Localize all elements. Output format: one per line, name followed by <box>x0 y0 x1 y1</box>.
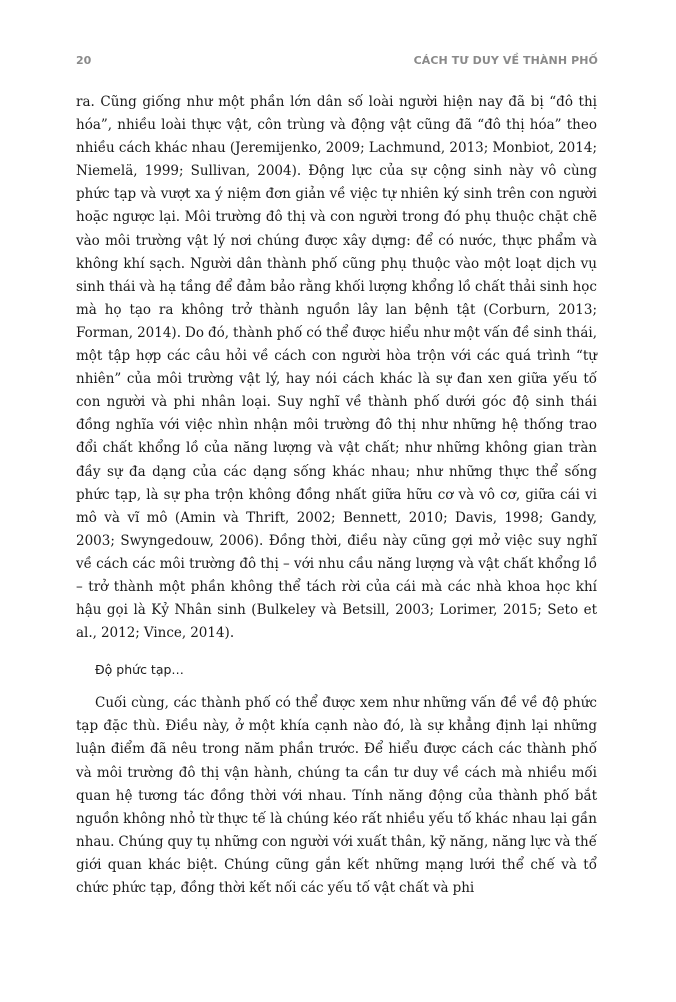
page-header <box>76 54 598 70</box>
paragraph-complexity: Cuối cùng, các thành phố có thể được xem như những vấn đề về độ phức tạp đặc thù. Điều này, ở một khía cạnh nào đó, là sự khẳng định lại những luận điểm đã nêu trong năm phần trước. Để hiểu được cách các thành phố và môi trường đô thị vận hành, chúng ta cần tư duy về cách mà nhiều mối quan hệ tương tác đồng thời với nhau. Tính năng động của thành phố bắt nguồn không nhỏ từ thực tế là chúng kéo rất nhiều yếu tố khác nhau lại gần nhau. Chúng quy tụ những con người với xuất thân, kỹ năng, năng lực và thế giới quan khác biệt. Chúng cũng gắn kết những mạng lưới thể chế và tổ chức phức tạp, đồng thời kết nối các yếu tố vật chất và phi <box>76 695 597 896</box>
paragraph-continued: ra. Cũng giống như một phần lớn dân số loài người hiện nay đã bị “đô thị hóa”, nhiều loài thực vật, côn trùng và động vật cũng đã “đô thị hóa” theo nhiều cách khác nhau (Jeremijenko, 2009; Lachmund, 2013; Monbiot, 2014; Niemelä, 1999; Sullivan, 2004). Động lực của sự cộng sinh này vô cùng phức tạp và vượt xa ý niệm đơn giản về việc tự nhiên ký sinh trên con người hoặc ngược lại. Môi trường đô thị và con người trong đó phụ thuộc chặt chẽ vào môi trường vật lý nơi chúng được xây dựng: để có nước, thực phẩm và không khí sạch. Người dân thành phố cũng phụ thuộc vào một loạt dịch vụ sinh thái và hạ tầng để đảm bảo rằng khối lượng khổng lồ chất thải sinh học mà họ tạo ra không trở thành nguồn lây lan bệnh tật (Corburn, 2013; Forman, 2014). Do đó, thành phố có thể được hiểu như một vấn đề sinh thái, một tập hợp các câu hỏi về cách con người hòa trộn với các quá trình “tự nhiên” của môi trường vật lý, hay nói cách khác là sự đan xen giữa yếu tố con người và phi nhân loại. Suy nghĩ về thành phố dưới góc độ sinh thái đồng nghĩa với việc nhìn nhận môi trường đô thị như những hệ thống trao đổi chất khổng lồ của năng lượng và vật chất; như những không gian tràn đầy sự đa dạng của các dạng sống khác nhau; như những thực thể sống phức tạp, là sự pha trộn không đồng nhất giữa hữu cơ và vô cơ, giữa cái vi mô và vĩ mô (Amin và Thrift, 2002; Bennett, 2010; Davis, 1998; Gandy, 2003; Swyngedouw, 2006). Đồng thời, điều này cũng gợi mở việc suy nghĩ về cách các môi trường đô thị – với nhu cầu năng lượng và vật chất khổng lồ – trở thành một phần không thể tách rời của cái mà các nhà khoa học khí hậu gọi là Kỷ Nhân sinh (Bulkeley và Betsill, 2003; Lorimer, 2015; Seto et al., 2012; Vince, 2014). <box>76 94 597 642</box>
running-title: CÁCH TƯ DUY VỀ THÀNH PHỐ <box>413 54 598 67</box>
page-number: 20 <box>76 54 92 67</box>
section-subheading: Độ phức tạp… <box>95 662 184 678</box>
page-body <box>76 91 597 900</box>
